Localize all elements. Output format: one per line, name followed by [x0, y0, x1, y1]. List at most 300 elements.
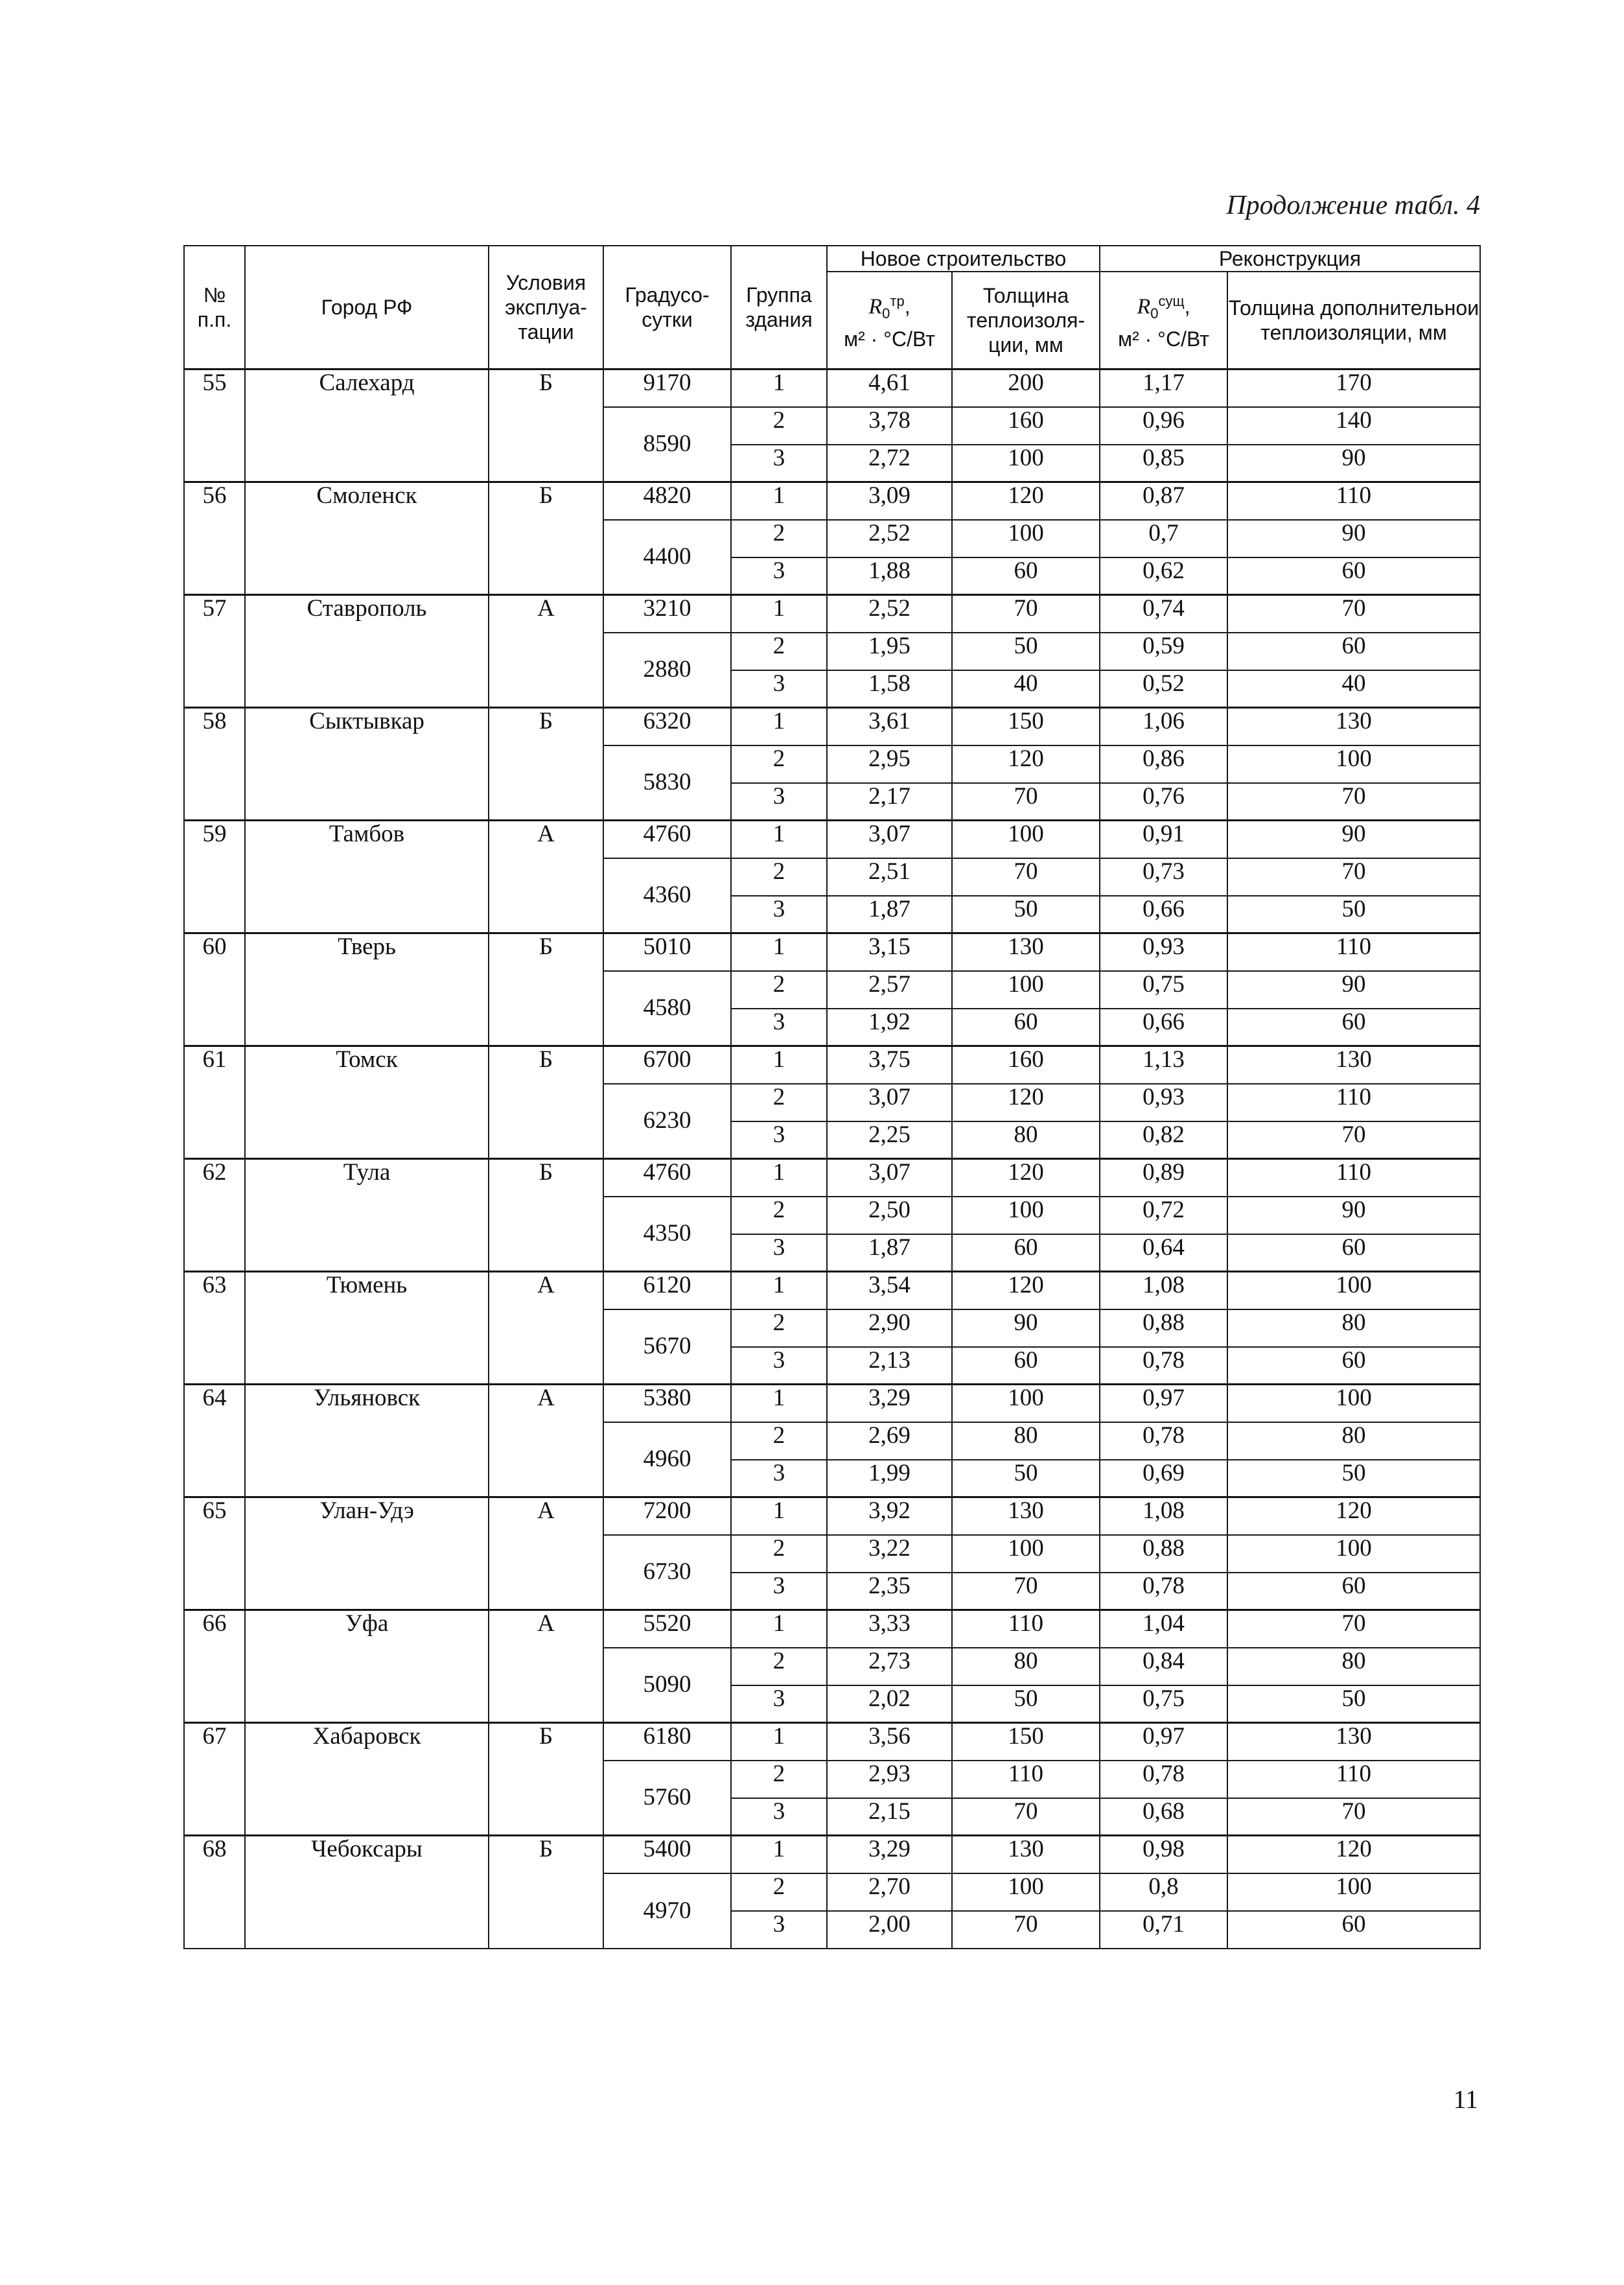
cell: 200 — [952, 369, 1100, 407]
cell: 110 — [952, 1610, 1100, 1648]
cell: 2,13 — [827, 1347, 952, 1385]
cell: 3 — [731, 1347, 827, 1385]
table-row — [184, 1272, 1480, 1309]
cell: 110 — [1227, 1761, 1480, 1798]
cell: 60 — [1227, 1573, 1480, 1610]
cell: 2 — [731, 1648, 827, 1685]
cell: 1 — [731, 933, 827, 971]
cell: 60 — [952, 1234, 1100, 1272]
cell: 3,29 — [827, 1836, 952, 1873]
cell: 2,93 — [827, 1761, 952, 1798]
table-row — [184, 1159, 1480, 1197]
cell: 1,92 — [827, 1009, 952, 1046]
cell: 2,72 — [827, 445, 952, 482]
cell: 3 — [731, 783, 827, 821]
operating-conditions: Б — [489, 369, 603, 482]
cell: 1 — [731, 1159, 827, 1197]
cell: 0,78 — [1100, 1422, 1227, 1460]
cell: 100 — [952, 1385, 1100, 1422]
cell: 3,09 — [827, 482, 952, 520]
cell: 100 — [952, 520, 1100, 557]
header-degree-days: Градусо-сутки — [603, 246, 731, 369]
cell: 60 — [1227, 1009, 1480, 1046]
cell: 3,07 — [827, 1084, 952, 1121]
cell: 80 — [1227, 1309, 1480, 1347]
cell: 90 — [1227, 821, 1480, 858]
cell: 60 — [952, 1009, 1100, 1046]
cell: 1,58 — [827, 670, 952, 708]
cell: 160 — [952, 407, 1100, 445]
cell: 2 — [731, 1761, 827, 1798]
degree-days: 4970 — [603, 1873, 731, 1949]
cell: 0,68 — [1100, 1798, 1227, 1836]
degree-days: 8590 — [603, 407, 731, 482]
cell: 70 — [1227, 595, 1480, 633]
cell: 3 — [731, 1009, 827, 1046]
cell: 90 — [1227, 445, 1480, 482]
degree-days: 6700 — [603, 1046, 731, 1084]
page-number: 11 — [1453, 2085, 1478, 2114]
operating-conditions: А — [489, 1610, 603, 1723]
degree-days: 5090 — [603, 1648, 731, 1723]
cell: 60 — [952, 1347, 1100, 1385]
operating-conditions: А — [489, 1272, 603, 1385]
cell: 60 — [1227, 633, 1480, 670]
cell: 1,87 — [827, 896, 952, 933]
operating-conditions: Б — [489, 933, 603, 1046]
cell: 0,69 — [1100, 1460, 1227, 1497]
cell: 3 — [731, 1798, 827, 1836]
cell: 130 — [1227, 1046, 1480, 1084]
cell: 2 — [731, 520, 827, 557]
cell: 110 — [1227, 933, 1480, 971]
cell: 100 — [1227, 1535, 1480, 1573]
cell: 2,57 — [827, 971, 952, 1009]
cell: 2 — [731, 745, 827, 783]
cell: 80 — [952, 1422, 1100, 1460]
degree-days: 4760 — [603, 1159, 731, 1197]
cell: 3,54 — [827, 1272, 952, 1309]
cell: 2 — [731, 1535, 827, 1573]
header-group: Группа здания — [731, 246, 827, 369]
cell: 120 — [952, 745, 1100, 783]
table-row — [184, 1836, 1480, 1873]
cell: 100 — [1227, 1272, 1480, 1309]
cell: 3 — [731, 445, 827, 482]
degree-days: 4760 — [603, 821, 731, 858]
cell: 40 — [1227, 670, 1480, 708]
header-reconstruction: Реконструкция — [1100, 246, 1480, 272]
degree-days: 5830 — [603, 745, 731, 821]
cell: 0,78 — [1100, 1761, 1227, 1798]
cell: 0,75 — [1100, 1685, 1227, 1723]
cell: 2,25 — [827, 1121, 952, 1159]
cell: 70 — [952, 1911, 1100, 1949]
cell: 0,82 — [1100, 1121, 1227, 1159]
cell: 80 — [952, 1121, 1100, 1159]
cell: 140 — [1227, 407, 1480, 445]
table-row — [184, 369, 1480, 407]
row-num: 55 — [184, 369, 245, 482]
city-name: Тула — [245, 1159, 489, 1272]
cell: 80 — [1227, 1648, 1480, 1685]
cell: 100 — [952, 821, 1100, 858]
cell: 1 — [731, 369, 827, 407]
cell: 0,78 — [1100, 1573, 1227, 1610]
row-num: 59 — [184, 821, 245, 933]
operating-conditions: А — [489, 1497, 603, 1610]
table-row — [184, 482, 1480, 520]
cell: 2 — [731, 1084, 827, 1121]
cell: 120 — [952, 1159, 1100, 1197]
cell: 0,52 — [1100, 670, 1227, 708]
cell: 0,86 — [1100, 745, 1227, 783]
cell: 1,99 — [827, 1460, 952, 1497]
row-num: 57 — [184, 595, 245, 708]
cell: 170 — [1227, 369, 1480, 407]
header-r-required: $R_0^{тр}$, м² · °С/Вт — [827, 272, 952, 369]
r-superscript: тр — [890, 293, 905, 310]
cell: 60 — [1227, 1234, 1480, 1272]
cell: 0,85 — [1100, 445, 1227, 482]
header-r-existing: $R_0^{сущ}$, м² · °С/Вт — [1100, 272, 1227, 369]
cell: 160 — [952, 1046, 1100, 1084]
cell: 90 — [1227, 520, 1480, 557]
degree-days: 4820 — [603, 482, 731, 520]
cell: 70 — [1227, 783, 1480, 821]
cell: 130 — [1227, 1723, 1480, 1761]
cell: 3 — [731, 1234, 827, 1272]
degree-days: 6120 — [603, 1272, 731, 1309]
degree-days: 3210 — [603, 595, 731, 633]
cell: 3,56 — [827, 1723, 952, 1761]
cell: 0,74 — [1100, 595, 1227, 633]
degree-days: 5520 — [603, 1610, 731, 1648]
cell: 2 — [731, 858, 827, 896]
cell: 70 — [952, 1573, 1100, 1610]
table-row — [184, 1046, 1480, 1084]
cell: 3,07 — [827, 821, 952, 858]
row-num: 56 — [184, 482, 245, 595]
cell: 120 — [1227, 1497, 1480, 1535]
cell: 3 — [731, 1685, 827, 1723]
cell: 50 — [1227, 1685, 1480, 1723]
degree-days: 2880 — [603, 633, 731, 708]
cell: 150 — [952, 1723, 1100, 1761]
cell: 70 — [1227, 1610, 1480, 1648]
cell: 3,07 — [827, 1159, 952, 1197]
cell: 70 — [1227, 1798, 1480, 1836]
degree-days: 4350 — [603, 1197, 731, 1272]
cell: 3 — [731, 1121, 827, 1159]
row-num: 68 — [184, 1836, 245, 1949]
cell: 50 — [952, 633, 1100, 670]
cell: 0,72 — [1100, 1197, 1227, 1234]
cell: 2,70 — [827, 1873, 952, 1911]
cell: 1 — [731, 1610, 827, 1648]
cell: 0,64 — [1100, 1234, 1227, 1272]
city-name: Сыктывкар — [245, 708, 489, 821]
degree-days: 9170 — [603, 369, 731, 407]
cell: 0,66 — [1100, 896, 1227, 933]
cell: 50 — [952, 1685, 1100, 1723]
cell: 1 — [731, 708, 827, 745]
cell: 2,15 — [827, 1798, 952, 1836]
r-subscript: 0 — [1150, 305, 1159, 322]
cell: 110 — [952, 1761, 1100, 1798]
cell: 0,89 — [1100, 1159, 1227, 1197]
row-num: 58 — [184, 708, 245, 821]
cell: 3,33 — [827, 1610, 952, 1648]
cell: 0,88 — [1100, 1309, 1227, 1347]
degree-days: 5400 — [603, 1836, 731, 1873]
header-new-construction: Новое строительство — [827, 246, 1100, 272]
cell: 2,17 — [827, 783, 952, 821]
cell: 0,84 — [1100, 1648, 1227, 1685]
cell: 3,75 — [827, 1046, 952, 1084]
table-caption: Продолжение табл. 4 — [1226, 191, 1480, 220]
cell: 3,92 — [827, 1497, 952, 1535]
operating-conditions: Б — [489, 1836, 603, 1949]
table-row — [184, 708, 1480, 745]
cell: 120 — [952, 1084, 1100, 1121]
header-conditions: Условия эксплуа-тации — [489, 246, 603, 369]
cell: 0,98 — [1100, 1836, 1227, 1873]
cell: 1,87 — [827, 1234, 952, 1272]
insulation-table — [183, 245, 1481, 1949]
cell: 1,13 — [1100, 1046, 1227, 1084]
cell: 2,69 — [827, 1422, 952, 1460]
degree-days: 4580 — [603, 971, 731, 1046]
cell: 2,02 — [827, 1685, 952, 1723]
cell: 90 — [1227, 971, 1480, 1009]
cell: 0,66 — [1100, 1009, 1227, 1046]
row-num: 64 — [184, 1385, 245, 1497]
cell: 70 — [952, 783, 1100, 821]
table-row — [184, 1723, 1480, 1761]
r-symbol: R — [868, 295, 883, 320]
cell: 1 — [731, 482, 827, 520]
cell: 1 — [731, 1272, 827, 1309]
cell: 50 — [952, 896, 1100, 933]
cell: 40 — [952, 670, 1100, 708]
operating-conditions: Б — [489, 482, 603, 595]
cell: 2,35 — [827, 1573, 952, 1610]
degree-days: 7200 — [603, 1497, 731, 1535]
cell: 3,29 — [827, 1385, 952, 1422]
operating-conditions: Б — [489, 1723, 603, 1836]
cell: 100 — [1227, 1385, 1480, 1422]
cell: 4,61 — [827, 369, 952, 407]
cell: 0,97 — [1100, 1723, 1227, 1761]
table-row — [184, 821, 1480, 858]
header-num: № п.п. — [184, 246, 245, 369]
cell: 0,97 — [1100, 1385, 1227, 1422]
cell: 0,75 — [1100, 971, 1227, 1009]
city-name: Тверь — [245, 933, 489, 1046]
cell: 2 — [731, 1422, 827, 1460]
cell: 3 — [731, 1573, 827, 1610]
cell: 3,22 — [827, 1535, 952, 1573]
header-city: Город РФ — [245, 246, 489, 369]
city-name: Тамбов — [245, 821, 489, 933]
cell: 0,71 — [1100, 1911, 1227, 1949]
city-name: Томск — [245, 1046, 489, 1159]
cell: 2,50 — [827, 1197, 952, 1234]
cell: 1,17 — [1100, 369, 1227, 407]
table-row — [184, 595, 1480, 633]
cell: 60 — [1227, 1347, 1480, 1385]
cell: 100 — [952, 1535, 1100, 1573]
cell: 2 — [731, 633, 827, 670]
cell: 3 — [731, 557, 827, 595]
cell: 1 — [731, 821, 827, 858]
cell: 1,06 — [1100, 708, 1227, 745]
cell: 110 — [1227, 1159, 1480, 1197]
cell: 3,15 — [827, 933, 952, 971]
degree-days: 6230 — [603, 1084, 731, 1159]
cell: 2 — [731, 1873, 827, 1911]
cell: 70 — [1227, 1121, 1480, 1159]
cell: 2,95 — [827, 745, 952, 783]
cell: 1 — [731, 1046, 827, 1084]
cell: 110 — [1227, 482, 1480, 520]
cell: 70 — [952, 1798, 1100, 1836]
cell: 150 — [952, 708, 1100, 745]
cell: 1,08 — [1100, 1272, 1227, 1309]
cell: 60 — [952, 557, 1100, 595]
r-subscript: 0 — [882, 305, 890, 322]
header-thickness-additional: Толщина дополнительнои теплоизоляции, мм — [1227, 272, 1480, 369]
degree-days: 4400 — [603, 520, 731, 595]
cell: 60 — [1227, 1911, 1480, 1949]
r-unit: м² · °С/Вт — [844, 327, 935, 351]
cell: 1 — [731, 1385, 827, 1422]
cell: 3 — [731, 670, 827, 708]
cell: 0,93 — [1100, 933, 1227, 971]
cell: 1,88 — [827, 557, 952, 595]
operating-conditions: А — [489, 595, 603, 708]
degree-days: 6320 — [603, 708, 731, 745]
row-num: 61 — [184, 1046, 245, 1159]
degree-days: 4360 — [603, 858, 731, 933]
cell: 3,78 — [827, 407, 952, 445]
cell: 0,73 — [1100, 858, 1227, 896]
city-name: Салехард — [245, 369, 489, 482]
operating-conditions: Б — [489, 708, 603, 821]
cell: 130 — [952, 1497, 1100, 1535]
cell: 80 — [1227, 1422, 1480, 1460]
cell: 2,52 — [827, 595, 952, 633]
cell: 100 — [952, 1197, 1100, 1234]
cell: 3 — [731, 1911, 827, 1949]
table-body — [184, 369, 1480, 1949]
cell: 70 — [952, 595, 1100, 633]
header-thickness-new: Толщина теплоизоля-ции, мм — [952, 272, 1100, 369]
operating-conditions: А — [489, 1385, 603, 1497]
cell: 2,90 — [827, 1309, 952, 1347]
degree-days: 5760 — [603, 1761, 731, 1836]
cell: 3 — [731, 896, 827, 933]
cell: 50 — [1227, 1460, 1480, 1497]
cell: 110 — [1227, 1084, 1480, 1121]
city-name: Ульяновск — [245, 1385, 489, 1497]
row-num: 65 — [184, 1497, 245, 1610]
row-num: 63 — [184, 1272, 245, 1385]
table-row — [184, 1385, 1480, 1422]
city-name: Хабаровск — [245, 1723, 489, 1836]
cell: 3 — [731, 1460, 827, 1497]
cell: 100 — [952, 971, 1100, 1009]
city-name: Ставрополь — [245, 595, 489, 708]
city-name: Уфа — [245, 1610, 489, 1723]
cell: 2,73 — [827, 1648, 952, 1685]
degree-days: 6730 — [603, 1535, 731, 1610]
cell: 60 — [1227, 557, 1480, 595]
operating-conditions: А — [489, 821, 603, 933]
degree-days: 4960 — [603, 1422, 731, 1497]
cell: 80 — [952, 1648, 1100, 1685]
cell: 2,51 — [827, 858, 952, 896]
cell: 2,52 — [827, 520, 952, 557]
cell: 90 — [1227, 1197, 1480, 1234]
cell: 2 — [731, 971, 827, 1009]
cell: 3,61 — [827, 708, 952, 745]
cell: 1,08 — [1100, 1497, 1227, 1535]
cell: 120 — [952, 1272, 1100, 1309]
cell: 50 — [952, 1460, 1100, 1497]
cell: 0,76 — [1100, 783, 1227, 821]
cell: 0,59 — [1100, 633, 1227, 670]
cell: 1,95 — [827, 633, 952, 670]
cell: 100 — [952, 445, 1100, 482]
cell: 120 — [952, 482, 1100, 520]
cell: 0,8 — [1100, 1873, 1227, 1911]
r-symbol: R — [1137, 295, 1151, 320]
cell: 130 — [952, 933, 1100, 971]
row-num: 66 — [184, 1610, 245, 1723]
table-row — [184, 1610, 1480, 1648]
city-name: Смоленск — [245, 482, 489, 595]
r-unit: м² · °С/Вт — [1118, 327, 1209, 351]
cell: 2 — [731, 407, 827, 445]
cell: 100 — [1227, 1873, 1480, 1911]
cell: 1,04 — [1100, 1610, 1227, 1648]
r-superscript: сущ — [1158, 293, 1185, 310]
cell: 2,00 — [827, 1911, 952, 1949]
cell: 1 — [731, 595, 827, 633]
cell: 130 — [952, 1836, 1100, 1873]
degree-days: 5670 — [603, 1309, 731, 1385]
row-num: 67 — [184, 1723, 245, 1836]
cell: 0,88 — [1100, 1535, 1227, 1573]
cell: 1 — [731, 1723, 827, 1761]
row-num: 60 — [184, 933, 245, 1046]
cell: 1 — [731, 1497, 827, 1535]
cell: 120 — [1227, 1836, 1480, 1873]
cell: 50 — [1227, 896, 1480, 933]
city-name: Улан-Удэ — [245, 1497, 489, 1610]
table-row — [184, 933, 1480, 971]
cell: 2 — [731, 1309, 827, 1347]
cell: 0,7 — [1100, 520, 1227, 557]
city-name: Чебоксары — [245, 1836, 489, 1949]
degree-days: 5010 — [603, 933, 731, 971]
table-row — [184, 1497, 1480, 1535]
cell: 100 — [952, 1873, 1100, 1911]
cell: 90 — [952, 1309, 1100, 1347]
row-num: 62 — [184, 1159, 245, 1272]
